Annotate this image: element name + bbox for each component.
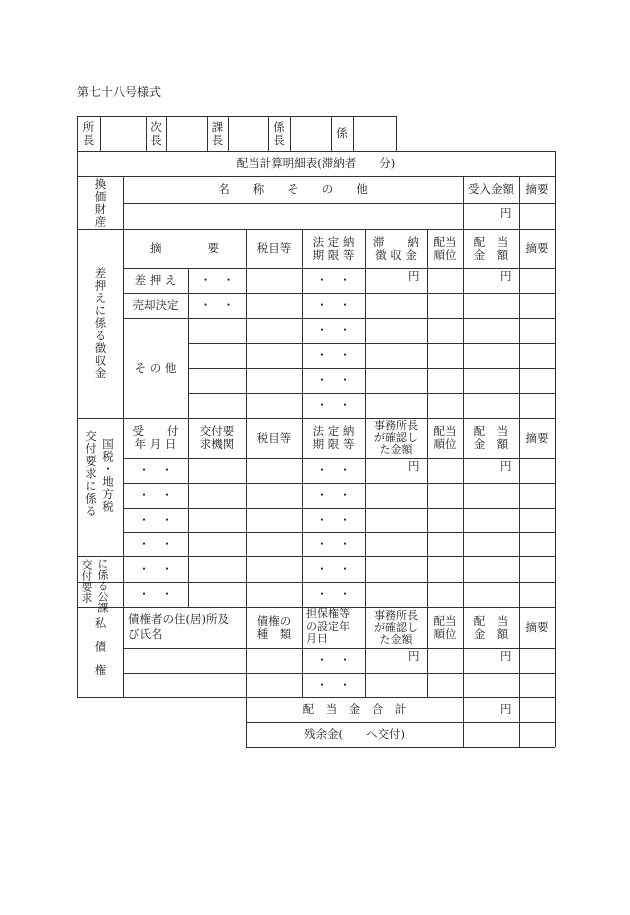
kokuzei-row2-date: ・ ・ — [138, 488, 173, 502]
kako-row2-deadline: ・ ・ — [316, 587, 351, 601]
kokuzei-header-order: 配当 順位 — [433, 424, 457, 451]
sashiosae-header-order: 配当 順位 — [433, 234, 457, 262]
kokuzei-header-deadline: 法 定 納 期 限 等 — [312, 424, 355, 451]
shisai-row2-date: ・ ・ — [316, 677, 351, 692]
row-sonota-deadline-2: ・ ・ — [316, 348, 351, 362]
kokuzei-row4-date: ・ ・ — [138, 536, 173, 551]
kokuzei-header-agency: 交付要 求機関 — [199, 424, 235, 451]
kokuzei-header-confirmed: 事務所長 が確認し た金額 — [374, 419, 418, 456]
shisai-header-amount: 配 当 金 額 — [473, 613, 509, 641]
kako-row2-date: ・ ・ — [138, 587, 173, 601]
kokuzei-header-received: 受 付 年 月 日 — [132, 424, 179, 451]
section-kako-label-2: に係る公課 — [96, 558, 109, 613]
approval-jicho: 次 長 — [150, 119, 162, 147]
shisai-header-creditor: 債権者の住(居)所及 び氏名 — [128, 612, 229, 641]
kokuzei-row1-yen-amount: 円 — [500, 459, 512, 473]
kokuzei-row3-deadline: ・ ・ — [316, 512, 351, 527]
row-sonota-deadline-4: ・ ・ — [316, 398, 351, 412]
approval-kakaricho: 係 長 — [273, 119, 285, 147]
sashiosae-header-item: 摘 要 — [150, 241, 219, 255]
sashiosae-header-deadline: 法 定 納 期 限 等 — [312, 234, 355, 262]
row-sashiosae-date: ・ ・ — [199, 273, 235, 287]
kokuzei-row1-date: ・ ・ — [138, 463, 173, 477]
section-kokuzei-label-1: 交付要求に係る — [84, 430, 98, 518]
shisai-header-setdate: 担保権等 の設定年 月日 — [306, 607, 350, 645]
kokuzei-header-note: 摘要 — [525, 430, 549, 445]
kokuzei-header-tax: 税目等 — [256, 430, 292, 445]
section-kokuzei-label-2: 国税・地方税 — [101, 438, 115, 513]
row-baikyaku-label: 売却決定 — [132, 298, 179, 312]
kokuzei-row1-yen-confirmed: 円 — [408, 459, 420, 473]
shisai-row1-yen-amount: 円 — [500, 649, 512, 663]
kako-row1-deadline: ・ ・ — [316, 561, 351, 576]
row-sonota-deadline-1: ・ ・ — [316, 323, 351, 337]
row-sonota-label: そ の 他 — [134, 360, 177, 375]
row-baikyaku-deadline: ・ ・ — [316, 298, 351, 312]
row-sonota-deadline-3: ・ ・ — [316, 373, 351, 387]
sashiosae-header-collect: 滞 納 徴 収 金 — [373, 234, 419, 262]
row-sashiosae-deadline: ・ ・ — [316, 273, 351, 287]
sashiosae-header-tax: 税目等 — [256, 241, 292, 255]
row-sashiosae-label: 差 押 え — [134, 273, 177, 287]
kako-row1-date: ・ ・ — [138, 561, 173, 576]
shisai-row1-yen-confirmed: 円 — [408, 649, 420, 663]
kokuzei-row4-deadline: ・ ・ — [316, 536, 351, 551]
remainder-label: 残余金( へ交付) — [304, 727, 405, 741]
section-kako-label-1: 交付要求 — [80, 559, 93, 603]
approval-kacho: 課 長 — [211, 119, 224, 147]
shisai-header-note: 摘要 — [525, 620, 549, 634]
shisai-header-order: 配当 順位 — [433, 613, 457, 641]
form-number: 第七十八号様式 — [77, 85, 162, 99]
approval-kakari: 係 — [336, 126, 348, 140]
kanka-header-received: 受入金額 — [468, 182, 514, 196]
total-label: 配 当 金 合 計 — [302, 702, 407, 716]
section-kanka-label: 換価財産 — [93, 177, 108, 228]
sashiosae-header-amount: 配 当 金 額 — [473, 234, 509, 262]
kokuzei-row2-deadline: ・ ・ — [316, 488, 351, 502]
shisai-header-confirmed: 事務所長 が確認し た金額 — [374, 608, 418, 646]
kanka-yen: 円 — [500, 206, 512, 220]
approval-shocho: 所 長 — [82, 119, 95, 147]
kanka-header-note: 摘要 — [525, 182, 549, 196]
kokuzei-row1-deadline: ・ ・ — [316, 463, 351, 477]
row-sashiosae-yen-amount: 円 — [500, 269, 512, 283]
row-sashiosae-yen-collect: 円 — [408, 269, 420, 283]
section-sashiosae-label: 差押えに係る徴収金 — [93, 267, 108, 380]
kanka-header-name: 名 称 そ の 他 — [218, 182, 368, 196]
table-title: 配当計算明細表(滞納者 分) — [236, 156, 396, 170]
shisai-header-kind: 債権の 種 類 — [256, 613, 292, 641]
kokuzei-header-amount: 配 当 金 額 — [473, 424, 509, 451]
shisai-row1-date: ・ ・ — [316, 653, 351, 667]
kokuzei-row3-date: ・ ・ — [138, 512, 173, 527]
total-yen: 円 — [500, 702, 512, 716]
section-shisai-label: 私債権 — [93, 616, 108, 688]
sashiosae-header-note: 摘要 — [525, 241, 549, 255]
row-baikyaku-date: ・ ・ — [199, 298, 235, 312]
